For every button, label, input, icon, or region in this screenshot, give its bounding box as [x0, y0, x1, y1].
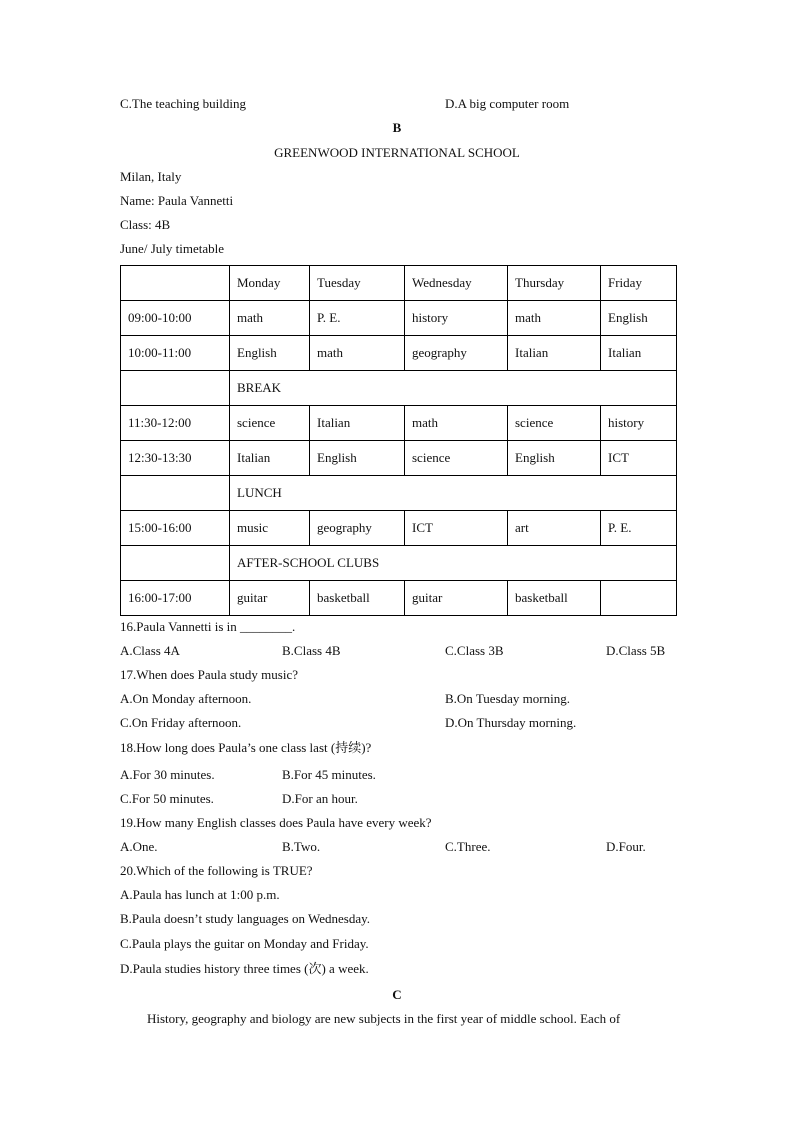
q20-option-a: A.Paula has lunch at 1:00 p.m. — [120, 887, 280, 902]
day-header: Friday — [601, 266, 677, 301]
subject-cell: English — [508, 441, 601, 476]
time-cell: 16:00-17:00 — [121, 581, 230, 616]
q19-option-c: C.Three. — [445, 839, 491, 854]
subject-cell: Italian — [601, 336, 677, 371]
timetable-row — [121, 511, 677, 546]
subject-cell: math — [230, 301, 310, 336]
q19-option-d: D.Four. — [606, 839, 646, 854]
subject-cell: history — [601, 406, 677, 441]
subject-cell: P. E. — [310, 301, 405, 336]
subject-cell: Italian — [508, 336, 601, 371]
timetable-row — [121, 336, 677, 371]
q17-option-b: B.On Tuesday morning. — [445, 691, 570, 706]
school-location: Milan, Italy — [120, 169, 182, 184]
timetable-row — [121, 301, 677, 336]
q18-option-d: D.For an hour. — [282, 791, 358, 806]
subject-cell: science — [405, 441, 508, 476]
q20-option-d: D.Paula studies history three times (次) a week. — [120, 961, 369, 976]
student-class: Class: 4B — [120, 217, 171, 232]
option-d-prev: D.A big computer room — [445, 96, 570, 111]
q16-stem: 16.Paula Vannetti is in ________. — [120, 619, 296, 634]
section-c-heading: C — [392, 987, 402, 1002]
subject-cell: science — [230, 406, 310, 441]
timetable-row — [121, 406, 677, 441]
subject-cell: English — [230, 336, 310, 371]
day-header: Tuesday — [310, 266, 405, 301]
section-c-paragraph: History, geography and biology are new subjects in the first year of middle school. Each of — [147, 1011, 621, 1026]
subject-cell: English — [601, 301, 677, 336]
q17-option-c: C.On Friday afternoon. — [120, 715, 242, 730]
subject-cell: math — [310, 336, 405, 371]
timetable-row — [121, 581, 677, 616]
subject-cell: math — [405, 406, 508, 441]
subject-cell: math — [508, 301, 601, 336]
subject-cell: Italian — [230, 441, 310, 476]
subject-cell: P. E. — [601, 511, 677, 546]
period-label-cell: BREAK — [230, 371, 677, 406]
subject-cell: Italian — [310, 406, 405, 441]
time-cell-empty — [121, 371, 230, 406]
subject-cell: art — [508, 511, 601, 546]
timetable-row — [121, 441, 677, 476]
time-cell: 10:00-11:00 — [121, 336, 230, 371]
section-b-heading: B — [392, 120, 402, 135]
timetable-corner-cell — [121, 266, 230, 301]
timetable-span-row — [121, 476, 677, 511]
day-header: Monday — [230, 266, 310, 301]
period-label-cell: AFTER-SCHOOL CLUBS — [230, 546, 677, 581]
subject-cell: geography — [310, 511, 405, 546]
timetable-label: June/ July timetable — [120, 241, 224, 256]
q18-stem: 18.How long does Paula’s one class last (持续)? — [120, 740, 372, 755]
time-cell: 12:30-13:30 — [121, 441, 230, 476]
q16-option-b: B.Class 4B — [282, 643, 341, 658]
day-header: Wednesday — [405, 266, 508, 301]
timetable-span-row — [121, 371, 677, 406]
q17-option-d: D.On Thursday morning. — [445, 715, 577, 730]
q19-option-a: A.One. — [120, 839, 158, 854]
time-cell: 09:00-10:00 — [121, 301, 230, 336]
subject-cell: basketball — [508, 581, 601, 616]
q16-option-c: C.Class 3B — [445, 643, 504, 658]
subject-cell: basketball — [310, 581, 405, 616]
period-label-cell: LUNCH — [230, 476, 677, 511]
q18-option-b: B.For 45 minutes. — [282, 767, 376, 782]
q20-stem: 20.Which of the following is TRUE? — [120, 863, 313, 878]
time-cell: 11:30-12:00 — [121, 406, 230, 441]
student-name: Name: Paula Vannetti — [120, 193, 234, 208]
time-cell-empty — [121, 546, 230, 581]
q18-option-c: C.For 50 minutes. — [120, 791, 214, 806]
subject-cell: music — [230, 511, 310, 546]
q17-stem: 17.When does Paula study music? — [120, 667, 298, 682]
day-header: Thursday — [508, 266, 601, 301]
q16-option-d: D.Class 5B — [606, 643, 666, 658]
school-name: GREENWOOD INTERNATIONAL SCHOOL — [274, 145, 520, 160]
q20-option-c: C.Paula plays the guitar on Monday and Friday. — [120, 936, 369, 951]
time-cell-empty — [121, 476, 230, 511]
subject-cell: ICT — [601, 441, 677, 476]
subject-cell: guitar — [230, 581, 310, 616]
subject-cell: geography — [405, 336, 508, 371]
time-cell: 15:00-16:00 — [121, 511, 230, 546]
subject-cell: ICT — [405, 511, 508, 546]
timetable-span-row — [121, 546, 677, 581]
subject-cell — [601, 581, 677, 616]
timetable-header-row — [121, 266, 677, 301]
subject-cell: guitar — [405, 581, 508, 616]
q19-option-b: B.Two. — [282, 839, 321, 854]
q20-option-b: B.Paula doesn’t study languages on Wednesday. — [120, 911, 371, 926]
q16-option-a: A.Class 4A — [120, 643, 180, 658]
subject-cell: English — [310, 441, 405, 476]
timetable — [120, 265, 677, 616]
subject-cell: science — [508, 406, 601, 441]
q19-stem: 19.How many English classes does Paula have every week? — [120, 815, 432, 830]
option-c-prev: C.The teaching building — [120, 96, 247, 111]
subject-cell: history — [405, 301, 508, 336]
q18-option-a: A.For 30 minutes. — [120, 767, 215, 782]
q17-option-a: A.On Monday afternoon. — [120, 691, 252, 706]
